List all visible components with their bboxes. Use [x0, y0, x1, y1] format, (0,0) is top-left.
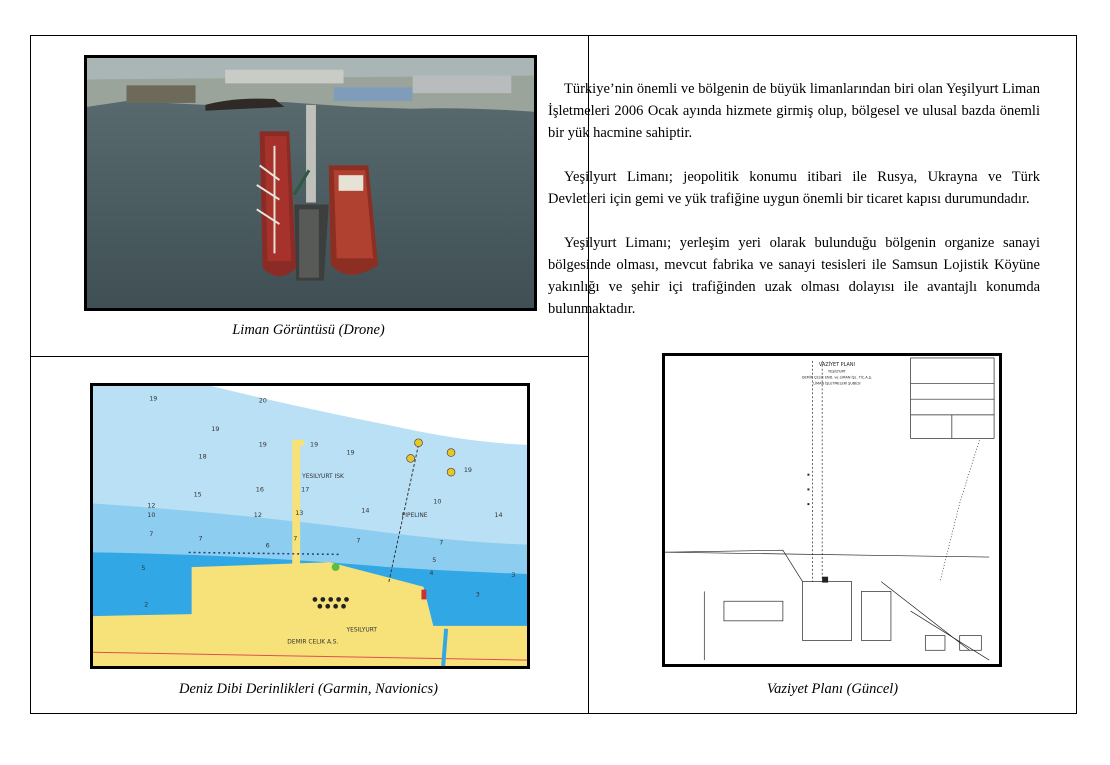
plan-subtitle: LİMAN İŞLETMELERİ ŞUBESİ [813, 381, 861, 386]
depth-label: 5 [432, 556, 437, 565]
depth-label: 19 [463, 466, 473, 475]
depth-label: 2 [144, 600, 149, 609]
depth-label: 19 [149, 394, 158, 403]
site-plan [662, 353, 1002, 667]
depth-label: 20 [258, 396, 267, 405]
row-divider [31, 356, 588, 357]
depth-label: 4 [429, 568, 434, 577]
depth-label: 10 [147, 511, 156, 520]
depth-label: 14 [361, 506, 370, 515]
depth-label: 13 [295, 509, 304, 518]
depth-label: 19 [211, 425, 220, 434]
depth-label: 12 [147, 501, 156, 510]
pipeline-label: PIPELINE [401, 513, 428, 520]
depth-label: 7 [198, 534, 203, 543]
depth-label: 10 [433, 497, 442, 506]
depth-label: 19 [258, 440, 267, 449]
depth-caption: Deniz Dibi Derinlikleri (Garmin, Navionics) [179, 681, 438, 697]
land-place-label: YESILYURT [346, 627, 377, 634]
depth-label: 16 [255, 485, 264, 494]
depth-label: 19 [346, 448, 355, 457]
plan-caption: Vaziyet Planı (Güncel) [766, 681, 899, 697]
drone-caption: Liman Görüntüsü (Drone) [232, 322, 385, 338]
pier-label: YESILYURT ISK [302, 474, 344, 481]
depth-label: 7 [356, 536, 361, 545]
depth-chart [90, 383, 530, 669]
land-company-label: DEMIR CELIK A.S. [287, 639, 339, 646]
depth-label: 14 [494, 511, 503, 520]
paragraph: Yeşilyurt Limanı; yerleşim yeri olarak bulunduğu bölgenin organize sanayi bölgesinde olması, mevcut fabrika ve sanayi tesisleri ile Samsun Lojistik Köyüne yakınlığı ve şehir içi trafiğinden uzak olması dolayısı ile avantajlı konumda bulunmaktadır. [548, 235, 1040, 317]
depth-label: 3 [511, 570, 516, 579]
plan-subtitle: DEMİR ÇELİK END. ve LİMAN İŞL. TİC.A.Ş. [801, 375, 872, 380]
description-text [548, 42, 1040, 342]
depth-label: 7 [149, 529, 154, 538]
plan-subtitle: YEŞİLYURT [828, 369, 846, 374]
depth-label: 6 [265, 541, 270, 550]
depth-label: 7 [439, 538, 444, 547]
depth-label: 19 [310, 440, 319, 449]
depth-label: 15 [193, 490, 202, 499]
depth-label: 17 [301, 485, 310, 494]
paragraph: Türkiye’nin önemli ve bölgenin de büyük limanlarından biri olan Yeşilyurt Liman İşletmeleri 2006 Ocak ayında hizmete girmiş olup, bölgesel ve ulusal bazda önemli bir yük hacmine sahiptir. [548, 81, 1040, 141]
plan-title: VAZİYET PLANI [818, 361, 855, 368]
depth-label: 7 [293, 534, 298, 543]
depth-label: 3 [475, 590, 480, 599]
drone-photo [84, 55, 537, 311]
depth-label: 5 [141, 564, 146, 573]
paragraph: Yeşilyurt Limanı; jeopolitik konumu itibari ile Rusya, Ukrayna ve Türk Devletleri için gemi ve yük trafiğine uygun önemli bir ticaret kapısı durumundadır. [548, 169, 1040, 207]
depth-label: 12 [253, 511, 262, 520]
depth-label: 18 [198, 452, 207, 461]
